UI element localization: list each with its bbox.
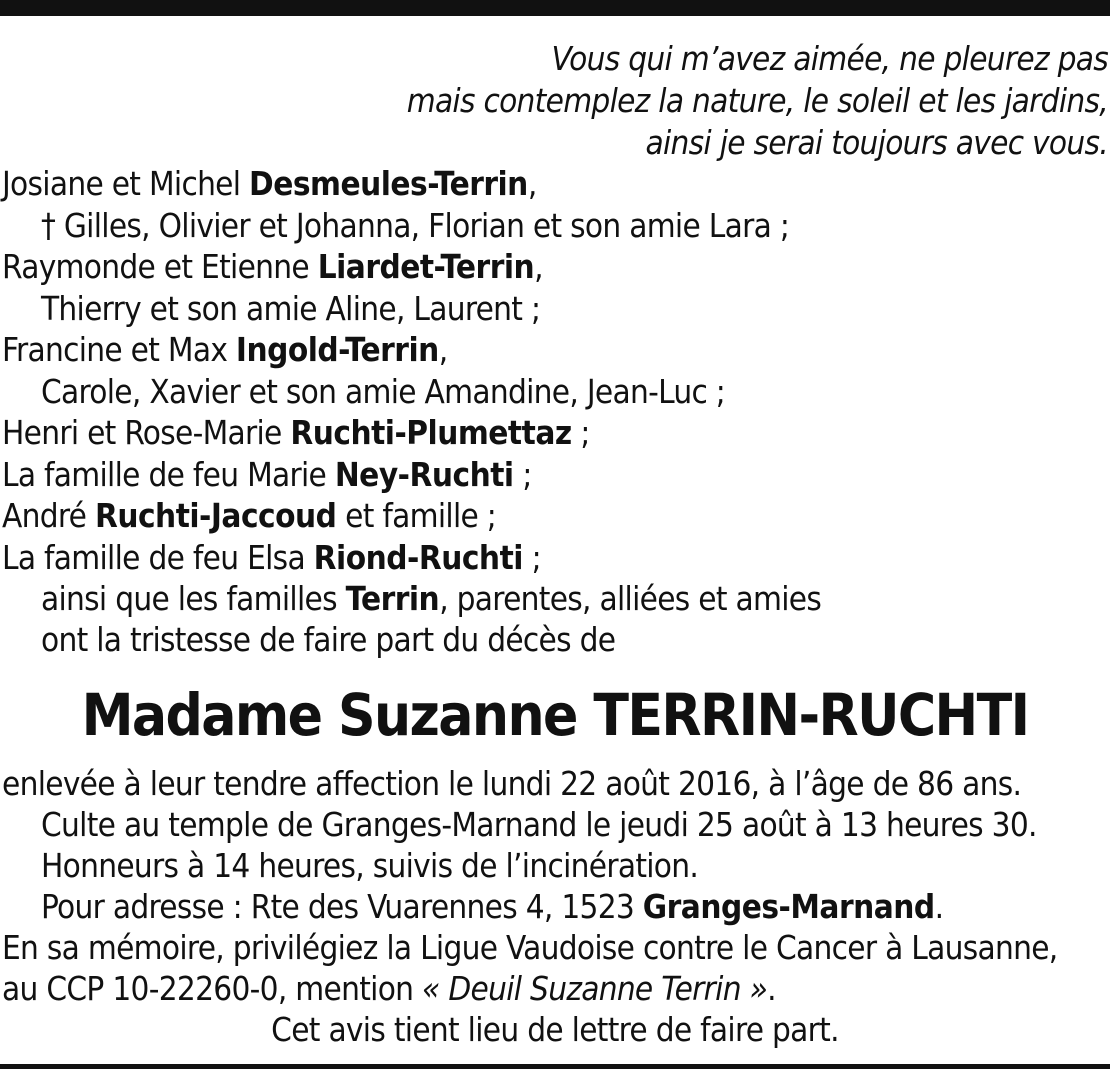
family-line-8: [2, 455, 532, 495]
poem-line-2: mais contemplez la nature, le soleil et les jardins,: [406, 81, 1108, 120]
memorial-ccp: au CCP 10-22260-0, mention: [2, 969, 423, 1008]
family-line-1-names: Josiane et Michel: [2, 164, 250, 203]
family-line-8-punct: ;: [513, 455, 532, 494]
deceased-name: Madame Suzanne TERRIN-RUCHTI: [81, 681, 1029, 749]
memorial-line-2: [2, 969, 776, 1009]
bottom-rule: [0, 1064, 1110, 1069]
family-line-1: [2, 164, 537, 204]
family-line-7-names: Henri et Rose-Marie: [2, 413, 291, 452]
family-line-5: [2, 330, 448, 370]
address-punct: .: [934, 887, 944, 926]
family-line-10-names: La famille de feu Elsa: [2, 538, 314, 577]
family-line-3: [2, 247, 543, 287]
family-line-1-punct: ,: [527, 164, 537, 203]
family-line-11-post: , parentes, alliées et amies: [439, 579, 822, 618]
family-line-6: Carole, Xavier et son amie Amandine, Jean-Luc ;: [41, 372, 726, 411]
family-line-11: [41, 579, 821, 619]
family-line-9-names: André: [2, 496, 95, 535]
family-line-7-punct: ;: [571, 413, 590, 452]
address-town: Granges-Marnand: [642, 887, 935, 926]
family-line-8-names: La famille de feu Marie: [2, 455, 335, 494]
family-line-11-surname: Terrin: [345, 579, 440, 618]
family-line-8-surname: Ney-Ruchti: [334, 455, 514, 494]
family-line-5-surname: Ingold-Terrin: [235, 330, 439, 369]
passing-line: enlevée à leur tendre affection le lundi 22 août 2016, à l’âge de 86 ans.: [2, 764, 1022, 803]
family-line-10-punct: ;: [522, 538, 541, 577]
memorial-punct: .: [767, 969, 776, 1008]
family-line-1-surname: Desmeules-Terrin: [249, 164, 528, 203]
family-line-9: [2, 496, 496, 536]
family-line-11-pre: ainsi que les familles: [41, 579, 346, 618]
memorial-mention: « Deuil Suzanne Terrin »: [422, 969, 768, 1008]
memorial-line-1: En sa mémoire, privilégiez la Ligue Vaudoise contre le Cancer à Lausanne,: [2, 928, 1058, 967]
honors-line: Honneurs à 14 heures, suivis de l’incinération.: [41, 846, 699, 885]
family-line-5-punct: ,: [438, 330, 448, 369]
closing-line: Cet avis tient lieu de lettre de faire part.: [271, 1010, 839, 1049]
family-line-10-surname: Riond-Ruchti: [313, 538, 523, 577]
family-line-5-names: Francine et Max: [2, 330, 236, 369]
family-line-3-names: Raymonde et Etienne: [2, 247, 318, 286]
poem-line-1: Vous qui m’avez aimée, ne pleurez pas: [551, 39, 1108, 78]
family-line-7-surname: Ruchti-Plumettaz: [290, 413, 572, 452]
family-line-9-punct: et famille ;: [336, 496, 497, 535]
address-text: Pour adresse : Rte des Vuarennes 4, 1523: [41, 887, 643, 926]
family-line-3-surname: Liardet-Terrin: [317, 247, 535, 286]
poem-line-3: ainsi je serai toujours avec vous.: [645, 123, 1108, 162]
family-line-9-surname: Ruchti-Jaccoud: [94, 496, 337, 535]
announcement-line: ont la tristesse de faire part du décès de: [41, 620, 616, 659]
family-line-7: [2, 413, 590, 453]
family-line-4: Thierry et son amie Aline, Laurent ;: [41, 289, 541, 328]
family-line-10: [2, 538, 541, 578]
family-line-3-punct: ,: [534, 247, 543, 286]
address-line: [41, 887, 943, 927]
family-line-2: † Gilles, Olivier et Johanna, Florian et son amie Lara ;: [41, 206, 790, 245]
service-line: Culte au temple de Granges-Marnand le jeudi 25 août à 13 heures 30.: [41, 805, 1037, 844]
top-rule: [0, 0, 1110, 16]
